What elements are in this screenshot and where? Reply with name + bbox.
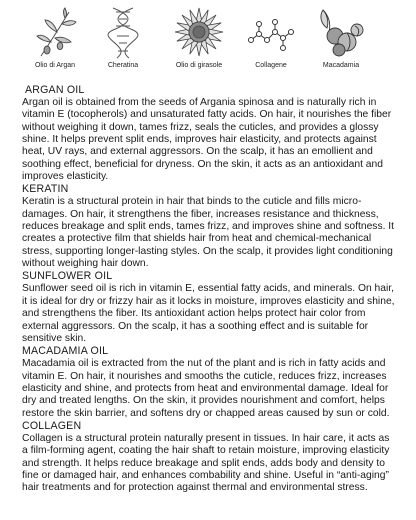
icon-label: Olio di Argan [34,62,76,69]
sunflower-icon [173,6,225,60]
section-sunflower-oil [22,270,398,345]
icon-label: Olio di girasole [175,62,223,69]
section-argan-oil [22,84,398,183]
section-collagen [22,420,398,495]
section-title: KERATIN [22,183,69,196]
macadamia-nut-icon [315,6,367,60]
section-text: Macadamia oil is extracted from the nut of the plant and is rich in fatty acids and vitamin E. On hair, it nourishes and smooths the cuticle, reduces frizz, increases elasticity and shine, and protects from heat and environmental damage. Ideal for dry and treated lengths. On the skin, it provides nourishment and comfort, helps restore the skin barrier, and softens dry or chapped areas caused by sun or cold. [22,358,390,419]
section-text: Sunflower seed oil is rich in vitamin E, essential fatty acids, and minerals. On hair, it is ideal for dry or frizzy hair as it locks in moisture, improves elasticity and shine, and strengthens the fiber. Its antioxidant action helps protect hair color from external aggressors. On the scalp, it has a soothing effect and is suitable for sensitive skin. [22,283,395,344]
ingredient-icons-row [0,0,416,84]
ingredient-collagen [236,6,306,69]
olive-branch-icon [29,6,81,60]
section-macadamia-oil [22,345,398,420]
ingredient-keratin [88,6,158,69]
section-title: MACADAMIA OIL [22,345,109,358]
ingredient-descriptions [22,84,398,495]
section-text: Keratin is a structural protein in hair that binds to the cuticle and fills micro-damages. On hair, it strengthens the fiber, increases resistance and thickness, reduces breakage and split ends, tames frizz, and improves shine and softness. It creates a protective film that shields hair from heat and chemical-mechanical stress, supporting longer-lasting styles. On the scalp, it provides light conditioning without weighing hair down. [22,196,395,270]
molecule-icon [245,6,297,60]
section-keratin [22,183,398,270]
section-text: Argan oil is obtained from the seeds of Argania spinosa and is naturally rich in vitamin E (tocopherols) and unsaturated fatty acids. On hair, it nourishes the fiber without weighing it down, tames frizz, seals the cuticles, and provides a glossy shine. It helps prevent split ends, improves hair elasticity, and protects against heat, UV rays, and external aggressors. On the scalp, it has an emollient and soothing effect, beneficial for dryness. On the skin, it acts as an antioxidant and improves elasticity. [22,97,392,183]
section-text: Collagen is a structural protein naturally present in tissues. In hair care, it acts as a film-forming agent, coating the hair shaft to retain moisture, improving elasticity and strength. It helps reduce breakage and split ends, adds body and density to fine or damaged hair, and enhances combability and shine. Useful in “anti-aging” hair treatments and for protection against thermal and environmental stress. [22,432,390,494]
keratin-helix-icon [97,6,149,60]
ingredient-argan [20,6,90,69]
section-title: SUNFLOWER OIL [22,270,113,283]
ingredient-sunflower [164,6,234,69]
section-title: ARGAN OIL [25,84,85,96]
icon-label: Collagene [255,62,287,69]
icon-label: Macadamia [322,62,360,69]
ingredient-macadamia [306,6,376,69]
icon-label: Cheratina [107,62,139,69]
section-title: COLLAGEN [22,419,82,432]
